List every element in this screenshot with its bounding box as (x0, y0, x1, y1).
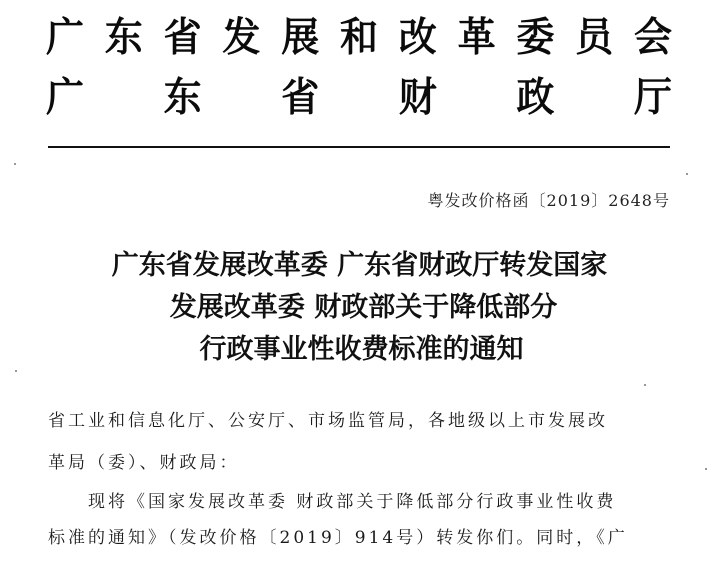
header-char: 和 (339, 12, 378, 61)
scan-speck (14, 163, 16, 165)
document-title-line-1: 广东省发展改革委 广东省财政厅转发国家 (111, 250, 608, 281)
scan-speck (644, 384, 646, 386)
header-char: 委 (516, 12, 555, 61)
header-char: 员 (575, 12, 614, 61)
document-title-line-2: 发展改革委 财政部关于降低部分 (169, 292, 558, 323)
scan-speck (705, 468, 707, 470)
header-char: 厅 (633, 72, 672, 121)
document-title-line-3: 行政事业性收费标准的通知 (199, 334, 524, 365)
body-text-line-3: 现将《国家发展改革委 财政部关于降低部分行政事业性收费 (88, 492, 617, 512)
header-char: 发 (222, 12, 261, 61)
body-text-line-1: 省工业和信息化厅、公安厅、市场监管局，各地级以上市发展改 (48, 411, 608, 431)
header-char: 财 (398, 72, 437, 121)
header-char: 省 (281, 72, 320, 121)
header-divider-line (48, 146, 670, 148)
header-char: 会 (633, 12, 672, 61)
header-char: 政 (516, 72, 555, 121)
body-text-line-4: 标准的通知》（发改价格〔2019〕914号）转发你们。同时，《广 (48, 528, 628, 548)
header-char: 省 (163, 12, 202, 61)
header-char: 东 (104, 12, 143, 61)
body-text-line-2: 革局（委）、财政局： (48, 453, 240, 473)
issuing-authority-line-1 (46, 12, 672, 61)
scan-speck (686, 173, 688, 175)
header-char: 广 (46, 12, 85, 61)
header-char: 广 (46, 72, 85, 121)
header-char: 革 (457, 12, 496, 61)
scan-speck (15, 370, 17, 372)
document-number: 粤发改价格函〔2019〕2648号 (427, 191, 670, 210)
header-char: 展 (281, 12, 320, 61)
issuing-authority-line-2 (46, 72, 672, 121)
header-char: 东 (163, 72, 202, 121)
header-char: 改 (398, 12, 437, 61)
